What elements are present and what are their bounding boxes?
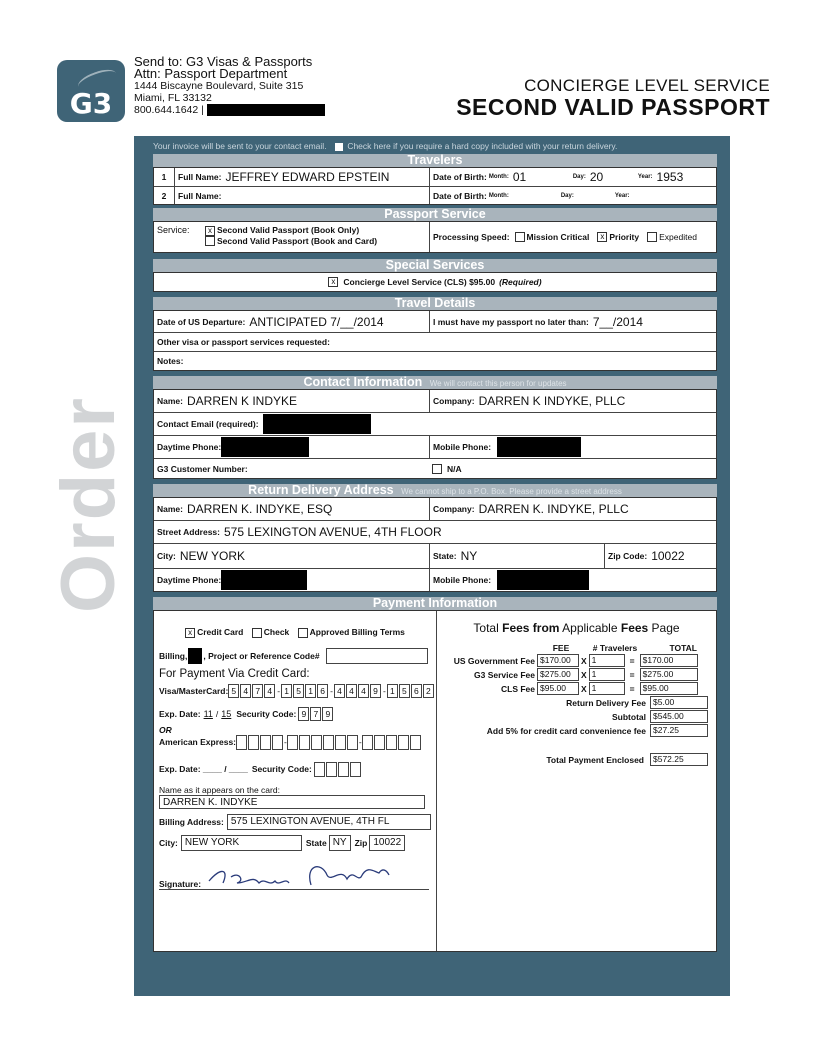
return-fee-value[interactable]: $5.00	[650, 696, 708, 709]
return-street-cell	[154, 521, 445, 543]
visa-label: Visa/MasterCard:	[159, 685, 229, 696]
amex-digit-box[interactable]	[323, 735, 334, 750]
contact-name-cell[interactable]	[154, 390, 429, 412]
departure-row	[154, 311, 716, 333]
amex-digit-box[interactable]	[386, 735, 397, 750]
traveler-row	[154, 168, 716, 187]
total-label: Total Payment Enclosed	[546, 754, 644, 765]
check-label: Check	[263, 627, 290, 637]
cls-required: (Required)	[499, 277, 542, 287]
other-services-label: Other visa or passport services requested:	[157, 337, 330, 347]
billing-terms-checkbox[interactable]	[298, 628, 308, 638]
fee-rows	[445, 654, 708, 695]
card-digit[interactable]: 4	[264, 684, 275, 698]
fees-column-headers	[445, 643, 708, 653]
service-option-list	[205, 225, 377, 246]
amex-digit-box[interactable]	[299, 735, 310, 750]
billing-zip-input[interactable]: 10022	[369, 835, 405, 851]
redaction-bar	[263, 414, 371, 434]
card-digit[interactable]: 9	[370, 684, 381, 698]
processing-speed-label: Processing Speed:	[433, 232, 510, 242]
send-to-line: Send to: G3 Visas & Passports	[134, 54, 313, 69]
amex-digit-box[interactable]	[236, 735, 247, 750]
travel-details-heading-text: Travel Details	[394, 296, 476, 310]
fee-row	[445, 668, 708, 681]
nolater-label: I must have my passport no later than:	[433, 316, 589, 327]
fee-count[interactable]: 1	[589, 654, 625, 667]
return-street-label: Street Address:	[157, 527, 220, 537]
fees-title-part: Total	[473, 621, 503, 635]
service-options	[154, 222, 429, 252]
amex-digit-box[interactable]	[260, 735, 271, 750]
billing-city-input[interactable]: NEW YORK	[181, 835, 302, 851]
service-label: Service:	[157, 225, 190, 235]
billing-zip-label: Zip	[354, 837, 368, 848]
signature-scribble[interactable]	[201, 861, 401, 889]
return-state-value: NY	[460, 549, 478, 563]
priority-checkbox[interactable]: x	[597, 232, 607, 242]
payment-method-row	[159, 627, 431, 638]
traveler-name-cell[interactable]	[174, 187, 429, 204]
contact-company-value: DARREN K INDYKE, PLLC	[478, 394, 626, 408]
dob-day-value: 20	[589, 170, 604, 184]
card-digit[interactable]: 1	[281, 684, 292, 698]
order-form	[134, 136, 730, 996]
fee-equals: =	[629, 669, 635, 680]
fee-amount[interactable]: $95.00	[537, 682, 579, 695]
card-digit[interactable]: 4	[358, 684, 369, 698]
dob-label: Date of Birth:	[433, 172, 487, 182]
billing-city-label: City:	[159, 837, 178, 848]
fee-multiply: X	[581, 669, 587, 680]
contact-company-cell[interactable]	[429, 390, 716, 412]
redaction-bar	[207, 104, 325, 116]
billing-code-row	[159, 648, 431, 664]
amex-digit-box[interactable]	[335, 735, 346, 750]
cc-fee-label: Add 5% for credit card convenience fee	[486, 725, 646, 736]
traveler-name-value: JEFFREY EDWARD EPSTEIN	[225, 170, 390, 184]
fee-total[interactable]: $170.00	[640, 654, 698, 667]
hardcopy-note: Check here if you require a hard copy included with your return delivery.	[347, 141, 618, 151]
signature-row	[159, 861, 429, 890]
billing-terms-label: Approved Billing Terms	[309, 627, 405, 637]
credit-card-checkbox[interactable]: x	[185, 628, 195, 638]
return-city-label: City:	[157, 551, 176, 561]
fees-title	[445, 621, 708, 635]
contact-heading-text: Contact Information	[303, 375, 423, 389]
amex-digit-box[interactable]	[362, 735, 373, 750]
day-label: Day:	[560, 192, 574, 199]
hardcopy-checkbox[interactable]	[335, 143, 343, 151]
card-digit[interactable]: 5	[293, 684, 304, 698]
return-name-value: DARREN K. INDYKE, ESQ	[186, 502, 333, 516]
special-services-box	[153, 272, 717, 292]
customer-number-label: G3 Customer Number:	[157, 463, 248, 474]
amex-digit-box[interactable]	[410, 735, 421, 750]
contact-email-label: Contact Email (required):	[157, 419, 259, 429]
contact-name-value: DARREN K INDYKE	[186, 394, 298, 408]
service-option-book-card[interactable]	[205, 236, 377, 247]
payment-box	[153, 610, 717, 952]
contact-name-label: Name:	[157, 396, 183, 406]
card-digit[interactable]: 5	[228, 684, 239, 698]
card-digit[interactable]: 1	[387, 684, 398, 698]
priority-label: Priority	[609, 232, 640, 242]
security-code-input[interactable]	[298, 707, 334, 721]
return-mobile-label: Mobile Phone:	[433, 575, 492, 585]
contact-name-row	[154, 390, 716, 413]
passport-service-box	[153, 221, 717, 253]
subtotal-value[interactable]: $545.00	[650, 710, 708, 723]
cc-fee-value[interactable]: $27.25	[650, 724, 708, 737]
notes-label: Notes:	[157, 356, 184, 366]
fee-equals: =	[629, 683, 635, 694]
amex-security-label: Security Code:	[251, 764, 312, 775]
na-label: N/A	[447, 463, 462, 474]
signature-label: Signature:	[159, 878, 202, 889]
amex-digit-box[interactable]	[272, 735, 283, 750]
fee-multiply: X	[581, 683, 587, 694]
fee-amount[interactable]: $275.00	[537, 668, 579, 681]
departure-value: ANTICIPATED 7/__/2014	[249, 314, 384, 329]
service-line: CONCIERGE LEVEL SERVICE	[524, 76, 770, 95]
fee-count[interactable]: 1	[589, 682, 625, 695]
return-name-cell[interactable]	[154, 498, 429, 520]
page-title: SECOND VALID PASSPORT	[456, 94, 770, 120]
card-name-label: Name as it appears on the card:	[159, 784, 280, 795]
return-city-cell[interactable]	[154, 544, 429, 568]
security-digit[interactable]: 7	[310, 707, 321, 721]
return-street-row[interactable]	[154, 521, 716, 544]
billing-address-input[interactable]: 575 LEXINGTON AVENUE, 4TH FL	[227, 814, 431, 830]
fee-row	[445, 654, 708, 667]
payment-right	[437, 611, 716, 951]
subtotal-row	[445, 710, 708, 723]
traveler-number: 2	[161, 190, 167, 201]
departure-label: Date of US Departure:	[157, 316, 246, 327]
check-checkbox[interactable]	[252, 628, 262, 638]
return-zip-value: 10022	[651, 549, 685, 563]
total-value[interactable]: $572.25	[650, 753, 708, 766]
card-separator: -	[382, 685, 386, 696]
return-zip-label: Zip Code:	[608, 551, 648, 561]
invoice-note-bar	[153, 140, 717, 152]
service-option-book-only[interactable]	[205, 225, 377, 236]
credit-card-label: Credit Card	[197, 627, 244, 637]
service-checkbox-book-card[interactable]	[205, 236, 215, 246]
billing-code-input[interactable]	[326, 648, 428, 664]
travelers-heading	[153, 154, 717, 167]
phone-line	[134, 104, 325, 116]
return-fee-row	[445, 696, 708, 709]
customer-number-cell[interactable]	[154, 459, 429, 478]
full-name-label: Full Name:	[178, 172, 222, 182]
processing-speed-cell	[429, 222, 716, 252]
fee-multiply: X	[581, 655, 587, 666]
col-fee-header: FEE	[552, 643, 570, 653]
return-mobile-cell[interactable]	[429, 569, 716, 591]
fee-total[interactable]: $275.00	[640, 668, 698, 681]
contact-mobile-cell[interactable]	[429, 436, 716, 458]
cls-text: Concierge Level Service (CLS) $95.00	[343, 277, 496, 287]
nolater-value: 7__/2014	[592, 314, 643, 329]
payment-heading-text: Payment Information	[372, 596, 498, 610]
traveler-name-cell[interactable]	[174, 168, 429, 186]
return-name-row	[154, 498, 716, 521]
month-label: Month:	[488, 174, 509, 180]
or-label: OR	[159, 724, 172, 735]
return-delivery-heading-text: Return Delivery Address	[248, 483, 394, 497]
payment-heading	[153, 597, 717, 610]
return-company-cell[interactable]	[429, 498, 716, 520]
card-digit[interactable]: 7	[252, 684, 263, 698]
service-checkbox-book-only[interactable]: x	[205, 226, 215, 236]
return-delivery-box	[153, 497, 717, 592]
return-state-label: State:	[433, 551, 457, 561]
return-name-label: Name:	[157, 504, 183, 514]
cc-fee-row	[445, 724, 708, 737]
amex-digit-box[interactable]	[374, 735, 385, 750]
traveler-dob-cell[interactable]	[429, 187, 716, 204]
amex-digit-box[interactable]	[248, 735, 259, 750]
redaction-bar	[497, 570, 589, 590]
return-city-row	[154, 544, 716, 569]
nolater-cell[interactable]	[429, 311, 716, 332]
card-digit[interactable]: 1	[305, 684, 316, 698]
card-number-input[interactable]	[228, 684, 435, 698]
payment-left	[154, 611, 437, 951]
return-state-cell[interactable]	[429, 544, 604, 568]
return-delivery-heading	[153, 484, 717, 497]
logo-text: G3	[69, 87, 113, 120]
amex-digit-box[interactable]	[398, 735, 409, 750]
return-phone-row	[154, 569, 716, 591]
g3-logo	[57, 60, 125, 122]
return-zip-cell[interactable]	[604, 544, 716, 568]
return-daytime-cell[interactable]	[154, 569, 429, 591]
fee-equals: =	[629, 655, 635, 666]
contact-email-row[interactable]	[154, 413, 716, 436]
special-services-row	[154, 273, 716, 291]
contact-heading-hint: We will contact this person for updates	[429, 379, 567, 388]
security-digit[interactable]: 9	[298, 707, 309, 721]
departure-cell[interactable]	[154, 311, 429, 332]
fees-title-part: Fees	[620, 621, 649, 635]
amex-number-input[interactable]	[236, 735, 422, 750]
fee-row	[445, 682, 708, 695]
billing-address-label: Billing Address:	[159, 816, 224, 827]
contact-email-cell	[154, 413, 374, 435]
year-label: Year:	[637, 174, 653, 180]
card-digit[interactable]: 5	[399, 684, 410, 698]
notes-cell	[154, 352, 186, 370]
fee-label: CLS Fee	[500, 683, 535, 694]
security-digit[interactable]: 9	[322, 707, 333, 721]
security-label: Security Code:	[236, 708, 297, 719]
year-label: Year:	[614, 192, 630, 199]
contact-box	[153, 389, 717, 479]
card-digit[interactable]: 4	[334, 684, 345, 698]
return-fee-label: Return Delivery Fee	[566, 697, 646, 708]
billing-state-label: State	[305, 837, 327, 848]
return-daytime-label: Daytime Phone:	[157, 575, 222, 585]
service-option-text: Second Valid Passport (Book and Card)	[217, 235, 378, 246]
passport-service-heading-text: Passport Service	[384, 207, 486, 221]
return-city-value: NEW YORK	[179, 549, 246, 563]
card-digit[interactable]: 4	[240, 684, 251, 698]
dob-month-value: 01	[512, 170, 527, 184]
total-row	[445, 753, 708, 766]
exp-label: Exp. Date:	[159, 708, 201, 719]
exp-year-value[interactable]: 15	[221, 708, 232, 719]
traveler-dob-cell[interactable]	[429, 168, 716, 186]
amex-row	[159, 735, 431, 750]
billing-state-input[interactable]: NY	[329, 835, 351, 851]
order-side-text: Order	[46, 396, 131, 614]
traveler-number: 1	[161, 172, 167, 182]
card-digit[interactable]: 6	[411, 684, 422, 698]
amex-digit-box[interactable]	[311, 735, 322, 750]
cls-checkbox[interactable]: x	[328, 277, 338, 287]
expedited-checkbox[interactable]	[647, 232, 657, 242]
return-street-value: 575 LEXINGTON AVENUE, 4TH FLOOR	[223, 525, 442, 539]
redaction-bar	[221, 570, 307, 590]
subtotal-label: Subtotal	[612, 711, 646, 722]
return-delivery-heading-hint: We cannot ship to a P.O. Box. Please provide a street address	[401, 487, 622, 496]
exp-row: Exp. Date: 11 / 15 Security Code: 9 7 9	[159, 707, 431, 721]
service-row	[154, 222, 716, 252]
expedited-label: Expedited	[659, 232, 697, 242]
redaction-bar	[188, 648, 202, 664]
col-total-header: TOTAL	[669, 643, 697, 653]
amex-security-input[interactable]	[314, 762, 362, 777]
mission-critical-checkbox[interactable]	[515, 232, 525, 242]
contact-heading	[153, 376, 717, 389]
card-separator: -	[330, 685, 333, 696]
amex-exp-label[interactable]: Exp. Date: ____ / ____	[159, 764, 248, 775]
na-cell[interactable]	[429, 459, 716, 478]
travel-details-box	[153, 310, 717, 371]
travel-details-heading	[153, 297, 717, 310]
fee-amount[interactable]: $170.00	[537, 654, 579, 667]
return-company-label: Company:	[433, 504, 475, 514]
card-digit[interactable]: 2	[423, 684, 434, 698]
billing-label-pre: Billing,	[159, 650, 188, 661]
invoice-note: Your invoice will be sent to your contact email.	[153, 141, 327, 151]
other-services-cell	[154, 333, 333, 351]
exp-month-value[interactable]: 11	[203, 708, 213, 719]
fee-count[interactable]: 1	[589, 668, 625, 681]
amex-separator: -	[284, 737, 287, 748]
contact-phone-row	[154, 436, 716, 459]
special-services-heading	[153, 259, 717, 272]
card-digit[interactable]: 4	[346, 684, 357, 698]
customer-number-row	[154, 459, 716, 478]
contact-mobile-label: Mobile Phone:	[433, 442, 492, 452]
full-name-label: Full Name:	[178, 190, 222, 201]
phone-number: 800.644.1642 |	[134, 104, 204, 116]
fees-title-part: Fees from	[502, 621, 560, 635]
billing-label-post: , Project or Reference Code#	[203, 650, 320, 661]
contact-daytime-cell[interactable]	[154, 436, 429, 458]
fee-label: G3 Service Fee	[474, 669, 535, 680]
return-company-value: DARREN K. INDYKE, PLLC	[478, 502, 629, 516]
service-option-text: Second Valid Passport (Book Only)	[217, 225, 360, 235]
passport-service-heading	[153, 208, 717, 221]
redaction-bar	[497, 437, 581, 457]
amex-separator: -	[358, 737, 362, 748]
card-digit[interactable]: 6	[317, 684, 328, 698]
na-checkbox[interactable]	[432, 464, 442, 474]
address-line-2: Miami, FL 33132	[134, 92, 212, 104]
visa-row	[159, 684, 431, 698]
fees-title-part: Applicable	[559, 621, 621, 635]
card-name-input[interactable]: DARREN K. INDYKE	[159, 795, 425, 809]
special-services-heading-text: Special Services	[385, 258, 485, 272]
travelers-table	[153, 167, 717, 205]
contact-company-label: Company:	[433, 396, 475, 406]
fee-total[interactable]: $95.00	[640, 682, 698, 695]
contact-daytime-label: Daytime Phone:	[157, 442, 222, 452]
mission-critical-label: Mission Critical	[526, 232, 590, 242]
travelers-heading-text: Travelers	[407, 153, 463, 167]
attn-line: Attn: Passport Department	[134, 66, 288, 81]
address-line-1: 1444 Biscayne Boulevard, Suite 315	[134, 80, 304, 92]
billing-city-row	[159, 835, 431, 851]
month-label: Month:	[488, 192, 509, 199]
day-label: Day:	[572, 174, 586, 180]
dob-label: Date of Birth:	[433, 190, 487, 201]
header-title-block	[456, 76, 770, 121]
card-separator: -	[277, 685, 281, 696]
send-to-block	[134, 56, 325, 116]
notes-row[interactable]	[154, 352, 716, 370]
fee-label: US Government Fee	[453, 655, 535, 666]
billing-address-row	[159, 814, 431, 830]
amex-exp-row	[159, 762, 431, 777]
other-services-row[interactable]	[154, 333, 716, 352]
amex-digit-box[interactable]	[287, 735, 298, 750]
traveler-row	[154, 187, 716, 204]
fees-title-part: Page	[648, 621, 680, 635]
col-travelers-header: # Travelers	[592, 643, 638, 653]
cc-heading: For Payment Via Credit Card:	[159, 667, 310, 680]
dob-year-value: 1953	[656, 170, 684, 184]
amex-digit-box[interactable]	[347, 735, 358, 750]
redaction-bar	[221, 437, 309, 457]
amex-label: American Express:	[159, 737, 237, 748]
